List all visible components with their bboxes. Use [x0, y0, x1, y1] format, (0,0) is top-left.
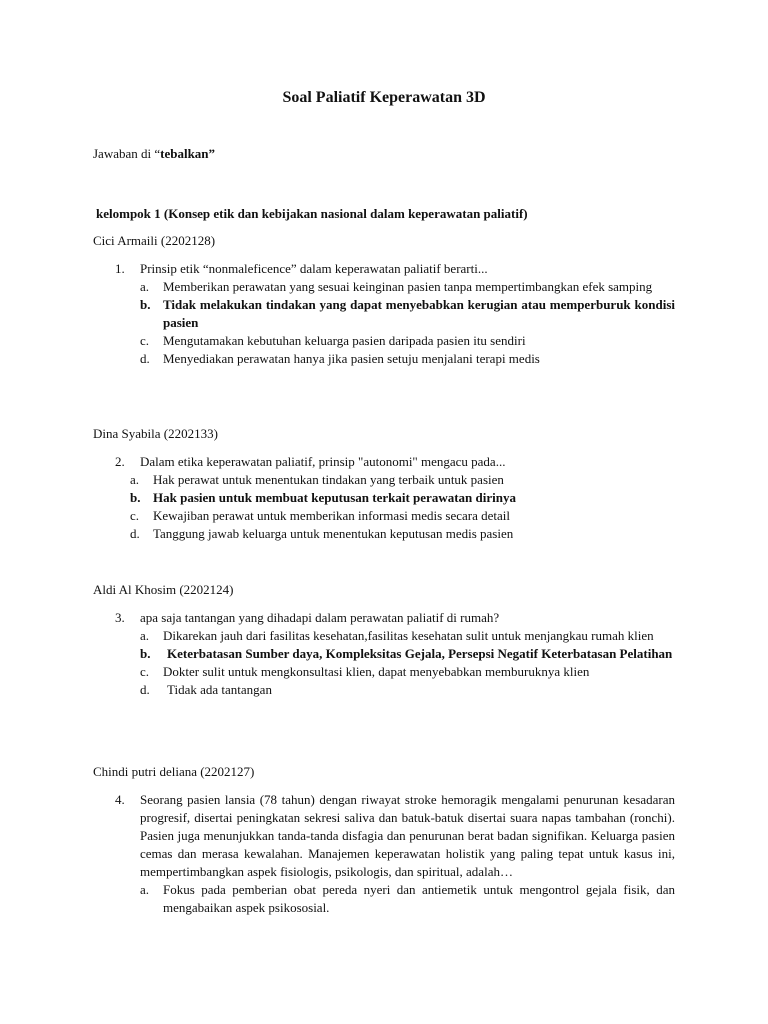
- option-text: Tidak melakukan tindakan yang dapat menyebabkan kerugian atau memperburuk kondisi pasien: [163, 297, 675, 330]
- question-text: [93, 609, 675, 627]
- option-letter: b.: [130, 490, 141, 505]
- option-text: Tidak ada tantangan: [167, 682, 272, 697]
- option-a: [93, 881, 675, 917]
- option-text: Kewajiban perawat untuk memberikan informasi medis secara detail: [153, 508, 511, 523]
- question-number: 2.: [115, 454, 125, 469]
- option-b-correct: [93, 489, 675, 507]
- option-c: [93, 507, 675, 525]
- option-text: Fokus pada pemberian obat pereda nyeri dan antiemetik untuk mengontrol gejala fisik, dan mengabaikan aspek psikososial.: [163, 882, 675, 915]
- option-letter: a.: [140, 882, 150, 897]
- question-author: Chindi putri deliana (2202127): [93, 764, 255, 779]
- question-block-3: [93, 581, 675, 699]
- option-a: [93, 471, 675, 489]
- answer-instruction: [93, 145, 215, 163]
- option-text: Hak pasien untuk membuat keputusan terkait perawatan dirinya: [153, 490, 516, 505]
- option-letter: b.: [140, 297, 151, 312]
- question-author: Aldi Al Khosim (2202124): [93, 582, 234, 597]
- option-text: Menyediakan perawatan hanya jika pasien setuju menjalani terapi medis: [163, 351, 540, 366]
- option-text: Memberikan perawatan yang sesuai keinginan pasien tanpa mempertimbangkan efek samping: [163, 279, 653, 294]
- option-text: Tanggung jawab keluarga untuk menentukan keputusan medis pasien: [153, 526, 514, 541]
- question-block-1: [93, 232, 675, 368]
- question-block-4: [93, 763, 675, 917]
- question-text: [93, 453, 675, 471]
- question-number: 4.: [115, 792, 125, 807]
- option-d: [93, 681, 675, 699]
- option-d: [93, 525, 675, 543]
- instruction-emphasis: tebalkan”: [160, 146, 216, 161]
- option-c: [93, 663, 675, 681]
- question-number: 1.: [115, 261, 125, 276]
- instruction-text: Jawaban di “: [93, 146, 161, 161]
- option-a: [93, 278, 675, 296]
- question-stem: Seorang pasien lansia (78 tahun) dengan riwayat stroke hemoragik mengalami penurunan kesadaran progresif, disertai peningkatan sekresi saliva dan batuk-batuk disertai suara napas tambahan (ronchi). Pasien juga menunjukkan tanda-tanda disfagia dan penurunan berat badan signifikan. Keluarga pasien cemas dan merasa kewalahan. Manajemen keperawatan holistik yang paling tepat untuk kasus ini, mempertimbangkan aspek fisiologis, psikologis, dan spiritual, adalah…: [140, 792, 675, 879]
- option-letter: c.: [140, 664, 150, 679]
- option-letter: a.: [140, 279, 150, 294]
- option-d: [93, 350, 675, 368]
- option-letter: c.: [130, 508, 140, 523]
- question-author: Dina Syabila (2202133): [93, 426, 218, 441]
- option-b-correct: [93, 645, 675, 663]
- question-block-2: [93, 425, 675, 543]
- document-title: Soal Paliatif Keperawatan 3D: [282, 89, 486, 106]
- question-stem: Prinsip etik “nonmaleficence” dalam keperawatan paliatif berarti...: [140, 261, 488, 276]
- option-text: Keterbatasan Sumber daya, Kompleksitas Gejala, Persepsi Negatif Keterbatasan Pelatihan: [167, 646, 673, 661]
- option-letter: d.: [140, 351, 150, 366]
- option-letter: a.: [140, 628, 150, 643]
- option-letter: b.: [140, 646, 151, 661]
- option-text: Mengutamakan kebutuhan keluarga pasien daripada pasien itu sendiri: [163, 333, 526, 348]
- question-author: Cici Armaili (2202128): [93, 233, 216, 248]
- option-text: Dikarekan jauh dari fasilitas kesehatan,fasilitas kesehatan sulit untuk menjangkau rumah klien: [163, 628, 654, 643]
- option-c: [93, 332, 675, 350]
- question-stem: Dalam etika keperawatan paliatif, prinsip "autonomi" mengacu pada...: [140, 454, 506, 469]
- option-a: [93, 627, 675, 645]
- option-letter: c.: [140, 333, 150, 348]
- question-number: 3.: [115, 610, 125, 625]
- question-text: [93, 260, 675, 278]
- question-text: [93, 791, 675, 881]
- option-text: Dokter sulit untuk mengkonsultasi klien, dapat menyebabkan memburuknya klien: [163, 664, 590, 679]
- option-letter: a.: [130, 472, 140, 487]
- question-stem: apa saja tantangan yang dihadapi dalam perawatan paliatif di rumah?: [140, 610, 500, 625]
- option-b-correct: [93, 296, 675, 332]
- option-letter: d.: [130, 526, 140, 541]
- option-letter: d.: [140, 682, 150, 697]
- group-heading: kelompok 1 (Konsep etik dan kebijakan nasional dalam keperawatan paliatif): [96, 206, 528, 221]
- option-text: Hak perawat untuk menentukan tindakan yang terbaik untuk pasien: [153, 472, 504, 487]
